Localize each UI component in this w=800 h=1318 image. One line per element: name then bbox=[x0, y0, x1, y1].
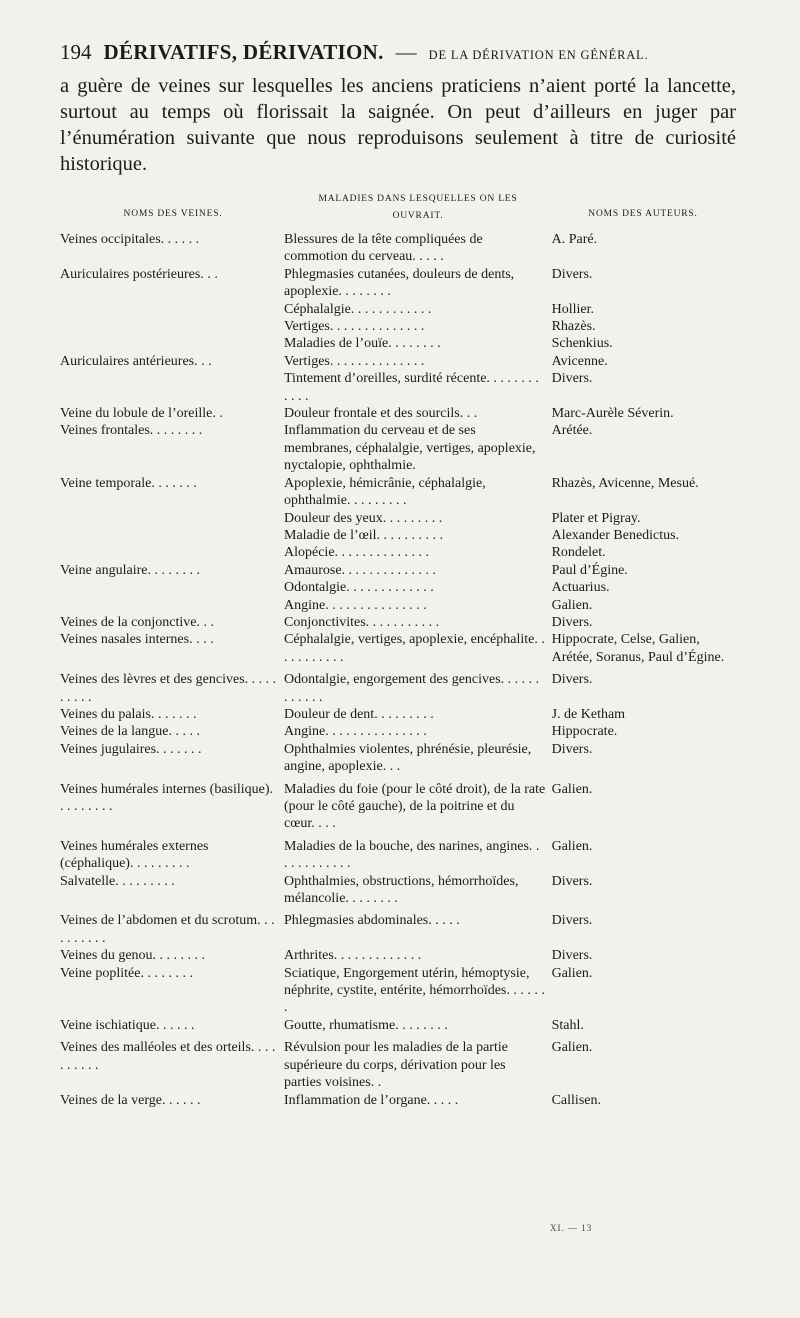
vein-cell bbox=[60, 597, 284, 614]
vein-cell: Veines de l’abdomen et du scrotum. . . . . . . . . . bbox=[60, 913, 275, 946]
disease-cell: Maladies de l’ouïe. . . . . . . . bbox=[284, 336, 441, 352]
disease-cell: Inflammation du cerveau et de ses membranes, céphalalgie, vertiges, apoplexie, nyctalopie, ophthalmie. bbox=[284, 423, 536, 474]
table-row bbox=[60, 597, 736, 614]
disease-cell: Odontalgie. . . . . . . . . . . . . bbox=[284, 580, 434, 596]
author-cell: A. Paré. bbox=[551, 232, 598, 247]
veins-table bbox=[60, 231, 736, 1109]
vein-cell: Veine du lobule de l’oreille. . bbox=[60, 406, 223, 422]
table-row bbox=[60, 405, 736, 422]
disease-cell: Révulsion pour les maladies de la partie supérieure du corps, dérivation pour les parties voisines. . bbox=[284, 1040, 508, 1091]
disease-cell: Tintement d’oreilles, surdité récente. . . . . . . . . . . . bbox=[284, 371, 539, 404]
table-row bbox=[60, 510, 736, 527]
disease-cell: Vertiges. . . . . . . . . . . . . . bbox=[284, 319, 425, 335]
vein-cell: Veines frontales. . . . . . . . bbox=[60, 423, 203, 439]
table-row bbox=[60, 706, 736, 723]
vein-cell: Veines de la langue. . . . . bbox=[60, 724, 200, 740]
vein-cell: Veine ischiatique. . . . . . bbox=[60, 1017, 195, 1033]
disease-cell: Douleur de dent. . . . . . . . . bbox=[284, 706, 434, 722]
vein-cell bbox=[60, 527, 284, 544]
col-header-diseases-line2: OUVRAIT. bbox=[392, 211, 444, 221]
author-cell: Avicenne. bbox=[551, 353, 608, 369]
author-cell: Divers. bbox=[551, 672, 593, 688]
vein-cell: Veines du genou. . . . . . . . bbox=[60, 948, 206, 964]
author-cell: Schenkius. bbox=[551, 336, 613, 352]
table-row bbox=[60, 1017, 736, 1034]
table-row bbox=[60, 947, 736, 964]
table-row bbox=[60, 666, 736, 706]
page-number: 194 bbox=[60, 40, 92, 64]
author-cell: Galien. bbox=[551, 597, 593, 613]
author-cell: Divers. bbox=[551, 948, 593, 964]
table-row bbox=[60, 301, 736, 318]
table-row bbox=[60, 527, 736, 544]
author-cell: Divers. bbox=[551, 266, 593, 282]
table-row bbox=[60, 335, 736, 352]
table-row bbox=[60, 579, 736, 596]
vein-cell: Veine temporale. . . . . . . bbox=[60, 475, 197, 491]
table-row bbox=[60, 723, 736, 740]
author-cell: Alexander Benedictus. bbox=[551, 527, 680, 543]
author-cell: Divers. bbox=[551, 371, 593, 387]
author-cell: Galien. bbox=[551, 965, 593, 981]
disease-cell: Conjonctivites. . . . . . . . . . . bbox=[284, 614, 440, 630]
table-row bbox=[60, 1034, 736, 1091]
author-cell: Galien. bbox=[551, 1040, 593, 1056]
running-head bbox=[60, 40, 736, 65]
author-cell: Arétée. bbox=[551, 423, 593, 439]
vein-cell: Veines jugulaires. . . . . . . bbox=[60, 741, 202, 757]
disease-cell: Blessures de la tête compliquées de commotion du cerveau. . . . . bbox=[284, 232, 483, 265]
table-column-headers bbox=[60, 191, 736, 225]
author-cell: Galien. bbox=[551, 781, 593, 797]
volume-signature: XI. — 13 bbox=[550, 1223, 593, 1233]
table-row bbox=[60, 266, 736, 301]
vein-cell: Auriculaires postérieures. . . bbox=[60, 266, 218, 282]
disease-cell: Apoplexie, hémicrânie, céphalalgie, ophthalmie. . . . . . . . . bbox=[284, 475, 486, 509]
disease-cell: Phlegmasies cutanées, douleurs de dents, apoplexie. . . . . . . . bbox=[284, 266, 515, 300]
disease-cell: Inflammation de l’organe. . . . . bbox=[284, 1092, 459, 1108]
vein-cell bbox=[60, 579, 284, 596]
author-cell: Rhazès, Avicenne, Mesué. bbox=[551, 475, 699, 491]
author-cell: Divers. bbox=[551, 913, 593, 929]
table-row bbox=[60, 965, 736, 1017]
vein-cell: Veines occipitales. . . . . . bbox=[60, 232, 200, 247]
vein-cell: Veine angulaire. . . . . . . . bbox=[60, 562, 200, 578]
author-cell: Hippocrate, Celse, Galien, Arétée, Soranus, Paul d’Égine. bbox=[551, 632, 725, 665]
author-cell: Galien. bbox=[551, 838, 593, 854]
vein-cell: Veines humérales externes (céphalique). . . . . . . . . bbox=[60, 838, 209, 872]
vein-cell bbox=[60, 335, 284, 352]
printer-signature bbox=[550, 1223, 752, 1233]
disease-cell: Goutte, rhumatisme. . . . . . . . bbox=[284, 1017, 448, 1033]
table-row bbox=[60, 873, 736, 908]
table-row bbox=[60, 741, 736, 776]
intro-paragraph: a guère de veines sur lesquelles les anciens praticiens n’aient porté la lancette, surtout au temps où florissait la saignée. On peut d’ailleurs en juger par l’énumération suivante que nous reproduisons seulement à titre de curiosité historique. bbox=[60, 75, 736, 175]
table-row bbox=[60, 370, 736, 405]
disease-cell: Alopécie. . . . . . . . . . . . . . bbox=[284, 545, 430, 561]
vein-cell: Veines des lèvres et des gencives. . . . . . . . . . bbox=[60, 672, 277, 705]
section-subtitle: DE LA DÉRIVATION EN GÉNÉRAL. bbox=[428, 48, 649, 62]
col-header-diseases-line1: MALADIES DANS LESQUELLES ON LES bbox=[318, 194, 518, 204]
disease-cell: Sciatique, Engorgement utérin, hémoptysie, néphrite, cystite, entérite, hémorrhoïdes. . . . . . . bbox=[284, 965, 545, 1016]
disease-cell: Angine. . . . . . . . . . . . . . . bbox=[284, 597, 427, 613]
table-row bbox=[60, 544, 736, 561]
vein-cell: Auriculaires antérieures. . . bbox=[60, 353, 212, 369]
table-row bbox=[60, 353, 736, 370]
disease-cell: Ophthalmies violentes, phrénésie, pleurésie, angine, apoplexie. . . bbox=[284, 741, 532, 775]
disease-cell: Douleur des yeux. . . . . . . . . bbox=[284, 510, 443, 526]
disease-cell: Maladies du foie (pour le côté droit), de la rate (pour le côté gauche), de la poitrine et du cœur. . . . bbox=[284, 781, 546, 832]
disease-cell: Amaurose. . . . . . . . . . . . . . bbox=[284, 562, 437, 578]
disease-cell: Phlegmasies abdominales. . . . . bbox=[284, 913, 460, 929]
vein-cell bbox=[60, 318, 284, 335]
author-cell: J. de Ketham bbox=[551, 706, 626, 722]
vein-cell: Veines du palais. . . . . . . bbox=[60, 706, 197, 722]
table-row bbox=[60, 318, 736, 335]
vein-cell: Veine poplitée. . . . . . . . bbox=[60, 965, 193, 981]
author-cell: Callisen. bbox=[551, 1092, 601, 1108]
col-header-diseases bbox=[286, 191, 550, 225]
disease-cell: Ophthalmies, obstructions, hémorrhoïdes, mélancolie. . . . . . . . bbox=[284, 873, 519, 907]
vein-cell bbox=[60, 510, 284, 527]
chapter-title: DÉRIVATIFS, DÉRIVATION. bbox=[103, 40, 384, 64]
vein-cell: Salvatelle. . . . . . . . . bbox=[60, 873, 175, 889]
disease-cell: Vertiges. . . . . . . . . . . . . . bbox=[284, 353, 425, 369]
author-cell: Hippocrate. bbox=[551, 724, 618, 740]
table-row bbox=[60, 231, 736, 266]
col-header-veins: NOMS DES VEINES. bbox=[123, 209, 223, 219]
author-cell: Divers. bbox=[551, 741, 593, 757]
disease-cell: Arthrites. . . . . . . . . . . . . bbox=[284, 948, 422, 964]
disease-cell: Maladies de la bouche, des narines, angines. . . . . . . . . . . . bbox=[284, 838, 540, 872]
vein-cell: Veines nasales internes. . . . bbox=[60, 632, 214, 648]
author-cell: Marc-Aurèle Séverin. bbox=[551, 406, 674, 422]
vein-cell: Veines humérales internes (basilique). . . . . . . . . bbox=[60, 781, 274, 814]
disease-cell: Douleur frontale et des sourcils. . . bbox=[284, 406, 478, 422]
disease-cell: Odontalgie, engorgement des gencives. . . . . . . . . . . . bbox=[284, 672, 540, 705]
author-cell: Plater et Pigray. bbox=[551, 510, 641, 526]
disease-cell: Maladie de l’œil. . . . . . . . . . bbox=[284, 527, 444, 543]
author-cell: Actuarius. bbox=[551, 580, 610, 596]
book-page bbox=[60, 40, 736, 1109]
header-dash: — bbox=[395, 40, 417, 64]
col-header-authors: NOMS DES AUTEURS. bbox=[588, 209, 698, 219]
table-row bbox=[60, 614, 736, 631]
vein-cell bbox=[60, 544, 284, 561]
author-cell: Rondelet. bbox=[551, 545, 606, 561]
author-cell: Rhazès. bbox=[551, 319, 596, 335]
author-cell: Paul d’Égine. bbox=[551, 562, 628, 578]
disease-cell: Angine. . . . . . . . . . . . . . . bbox=[284, 724, 427, 740]
table-row bbox=[60, 1092, 736, 1109]
veins-table-body bbox=[60, 231, 736, 1109]
vein-cell bbox=[60, 301, 284, 318]
table-row bbox=[60, 562, 736, 579]
table-row bbox=[60, 422, 736, 474]
author-cell: Hollier. bbox=[551, 301, 594, 317]
vein-cell bbox=[60, 370, 284, 405]
author-cell: Stahl. bbox=[551, 1017, 584, 1033]
vein-cell: Veines de la conjonctive. . . bbox=[60, 614, 214, 630]
table-row bbox=[60, 475, 736, 510]
table-row bbox=[60, 833, 736, 873]
table-row bbox=[60, 776, 736, 833]
vein-cell: Veines des malléoles et des orteils. . . . . . . . . . bbox=[60, 1040, 276, 1073]
disease-cell: Céphalalgie, vertiges, apoplexie, encéphalite. . . . . . . . . . . bbox=[284, 632, 545, 665]
table-row bbox=[60, 907, 736, 947]
author-cell: Divers. bbox=[551, 873, 593, 889]
author-cell: Divers. bbox=[551, 614, 593, 630]
disease-cell: Céphalalgie. . . . . . . . . . . . bbox=[284, 301, 432, 317]
vein-cell: Veines de la verge. . . . . . bbox=[60, 1092, 201, 1108]
table-row bbox=[60, 631, 736, 666]
